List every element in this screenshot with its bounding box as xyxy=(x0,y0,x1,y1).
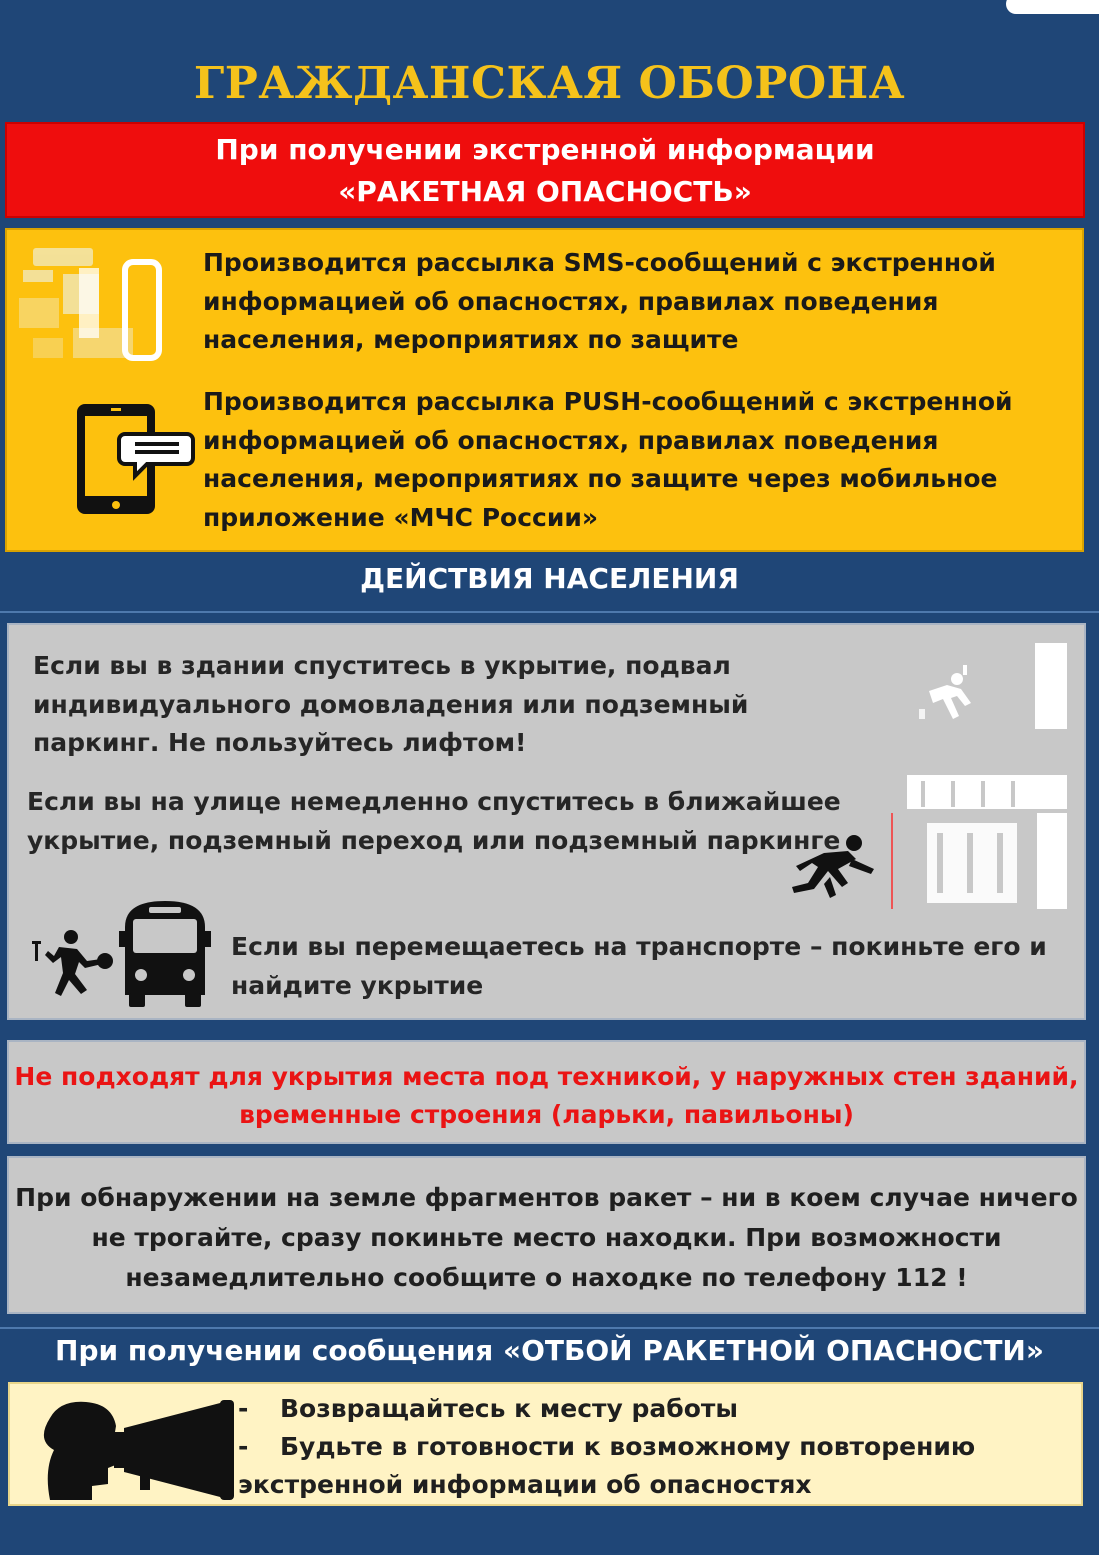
action-in-building: Если вы в здании спуститесь в укрытие, подвал индивидуального домовладения или подземный паркинг. Не пользуйтесь лифтом! xyxy=(33,651,749,757)
sms-phone-icon xyxy=(13,238,173,378)
alert-line-2: «РАКЕТНАЯ ОПАСНОСТЬ» xyxy=(338,175,752,208)
running-person-icon xyxy=(784,833,884,903)
list-item-text: Возвращайтесь к месту работы xyxy=(280,1394,739,1423)
page-title: ГРАЖДАНСКАЯ ОБОРОНА xyxy=(193,58,906,109)
fleeing-person-icon xyxy=(31,927,115,997)
megaphone-icon xyxy=(40,1398,240,1500)
list-dash: - xyxy=(238,1394,249,1423)
sms-info-text: Производится рассылка SMS-сообщений с экстренной информацией об опасностях, правилах поведения населения, мероприятиях по защите xyxy=(203,248,996,354)
all-clear-list xyxy=(238,1390,1078,1504)
action-in-transport: Если вы перемещаетесь на транспорте – покиньте его и найдите укрытие xyxy=(231,932,1047,1000)
all-clear-panel xyxy=(8,1382,1083,1506)
push-info-text: Производится рассылка PUSH-сообщений с экстренной информацией об опасностях, правилах поведения населения, мероприятиях по защите через мобильное приложение «МЧС России» xyxy=(203,387,1013,532)
shelter-stairs-icon xyxy=(889,639,1069,739)
action-on-street: Если вы на улице немедленно спуститесь в ближайшее укрытие, подземный переход или подземный паркинге xyxy=(27,787,841,855)
alert-line-1: При получении экстренной информации xyxy=(215,133,875,166)
fragments-line-3: незамедлительно сообщите о находке по телефону 112 ! xyxy=(125,1263,968,1292)
bus-icon xyxy=(119,897,211,1009)
list-item xyxy=(238,1428,1078,1466)
actions-panel xyxy=(7,623,1086,1020)
info-panel xyxy=(5,228,1084,552)
list-dash: - xyxy=(238,1432,249,1461)
warning-panel xyxy=(7,1040,1086,1144)
fragments-line-1: При обнаружении на земле фрагментов ракет – ни в коем случае ничего xyxy=(15,1183,1078,1212)
underground-shelter-icon xyxy=(887,773,1072,913)
all-clear-title: При получении сообщения «ОТБОЙ РАКЕТНОЙ ОПАСНОСТИ» xyxy=(55,1334,1044,1367)
top-corner-tab xyxy=(1006,0,1099,14)
alert-banner xyxy=(5,122,1085,218)
actions-section-title: ДЕЙСТВИЯ НАСЕЛЕНИЯ xyxy=(360,562,739,595)
section-divider xyxy=(0,611,1099,613)
list-item xyxy=(238,1390,1078,1428)
list-item-continuation: экстренной информации об опасностях xyxy=(238,1470,812,1499)
warning-line-1: Не подходят для укрытия места под техникой, у наружных стен зданий, xyxy=(14,1062,1079,1091)
fragments-line-2: не трогайте, сразу покиньте место находки. При возможности xyxy=(91,1223,1002,1252)
fragments-panel xyxy=(7,1156,1086,1314)
tablet-message-icon xyxy=(69,400,199,520)
list-item-text: Будьте в готовности к возможному повторению xyxy=(280,1432,976,1461)
warning-line-2: временные строения (ларьки, павильоны) xyxy=(239,1100,854,1129)
section-divider xyxy=(0,1327,1099,1329)
